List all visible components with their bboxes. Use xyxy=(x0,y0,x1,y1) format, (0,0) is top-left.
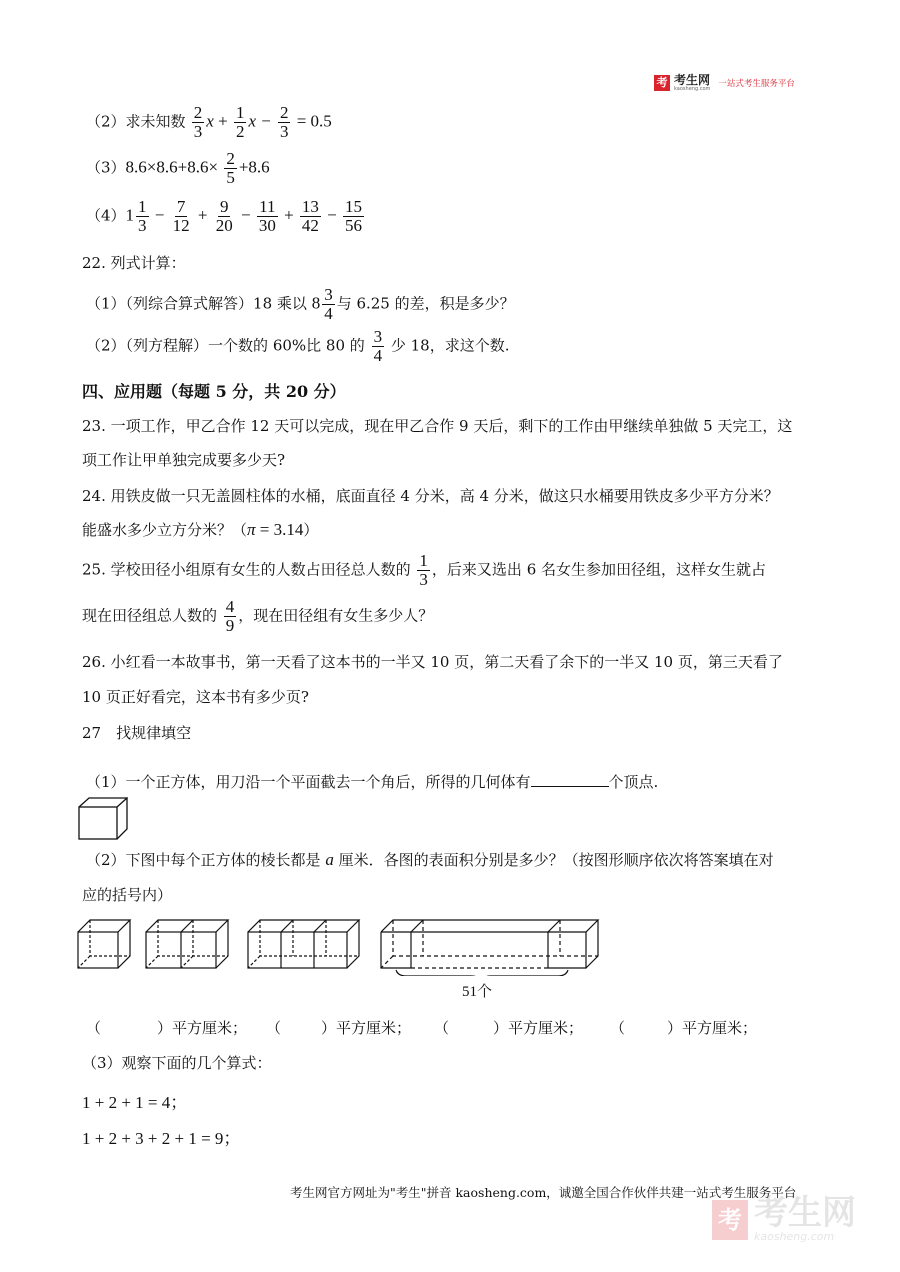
mixed-whole: 8 xyxy=(311,293,321,313)
logo-name: 考生网 xyxy=(674,73,711,87)
q21-part4 xyxy=(86,198,366,235)
q22-part2 xyxy=(86,328,509,365)
q21-part3 xyxy=(86,150,270,187)
q27-part3: （3）观察下面的几个算式： xyxy=(82,1054,272,1072)
q23-line2: 项工作让甲单独完成要多少天? xyxy=(82,451,286,469)
expr-part: +8.6 xyxy=(238,157,270,177)
paren: （ xyxy=(266,1019,282,1037)
cube-row-1 xyxy=(78,920,130,968)
paren-unit: ）平方厘米； xyxy=(493,1019,584,1037)
fraction xyxy=(257,198,278,235)
brace xyxy=(396,970,568,976)
fraction-den: 4 xyxy=(324,303,333,323)
q21-p3-label: （3） xyxy=(86,158,126,177)
watermark-domain: kaosheng.com xyxy=(754,1230,835,1243)
q24-text: ） xyxy=(303,521,319,539)
fraction xyxy=(417,552,430,589)
section-title: 四、应用题（每题 5 分，共 20 分） xyxy=(82,382,346,401)
answer-2[interactable] xyxy=(266,1017,411,1038)
answer-1[interactable] xyxy=(86,1017,247,1038)
fraction-num: 1 xyxy=(235,103,245,122)
fraction xyxy=(300,198,321,235)
fraction-den: 42 xyxy=(301,215,319,235)
operator: − xyxy=(327,205,337,225)
fraction-den: 12 xyxy=(172,215,190,235)
fraction xyxy=(278,104,291,141)
logo-mark-icon: 考 xyxy=(654,75,670,91)
fraction-den: 3 xyxy=(193,121,203,141)
paren: （ xyxy=(434,1019,450,1037)
fraction-num: 2 xyxy=(226,149,235,168)
operator: + xyxy=(218,111,228,131)
q22-p2-text: 少 18，求这个数. xyxy=(390,336,510,355)
paren: （ xyxy=(610,1019,626,1037)
pi-symbol: π xyxy=(247,520,256,539)
expr-part: 8.6×8.6+8.6× xyxy=(125,157,219,177)
fraction-num: 1 xyxy=(138,197,147,216)
q21-p4-label: （4） xyxy=(86,206,126,225)
cube-row-3 xyxy=(248,920,359,968)
q24-line2 xyxy=(82,519,318,540)
fraction-num: 4 xyxy=(225,597,235,616)
operator: − xyxy=(240,205,251,225)
fraction-num: 2 xyxy=(279,103,289,122)
fraction xyxy=(234,104,247,141)
var-x: x xyxy=(206,111,214,131)
fraction xyxy=(214,198,235,235)
q27-part2-line1 xyxy=(86,849,774,870)
paren: （ xyxy=(86,1019,102,1037)
fraction-den: 5 xyxy=(226,167,235,187)
operator: + xyxy=(284,205,294,225)
watermark-mark-icon: 考 xyxy=(712,1200,748,1240)
logo-domain: kaosheng.com xyxy=(674,86,711,92)
operator: − xyxy=(154,205,165,225)
cube-row-51 xyxy=(381,920,598,968)
fraction-den: 3 xyxy=(138,215,147,235)
fraction-den: 2 xyxy=(235,121,245,141)
count-label: 51个 xyxy=(462,984,493,1000)
q25-line1 xyxy=(82,552,766,589)
fraction-den: 9 xyxy=(225,615,235,635)
q26-line1: 26. 小红看一本故事书，第一天看了这本书的一半又 10 页，第二天看了余下的一半又 10 页，第三天看了 xyxy=(82,653,783,671)
fraction-num: 7 xyxy=(176,197,186,216)
paren-unit: ）平方厘米； xyxy=(321,1019,412,1037)
fraction-den: 3 xyxy=(279,121,289,141)
equation-result: = 0.5 xyxy=(296,111,332,131)
paren-unit: ）平方厘米； xyxy=(157,1019,248,1037)
operator: + xyxy=(197,205,208,225)
fraction-den: 3 xyxy=(419,569,428,589)
fraction-num: 15 xyxy=(345,197,363,216)
fraction-den: 56 xyxy=(345,215,363,235)
watermark-logo xyxy=(712,1193,856,1243)
cube-row-2 xyxy=(146,920,228,968)
equation-2: 1 + 2 + 3 + 2 + 1 = 9； xyxy=(82,1129,241,1148)
fraction-num: 3 xyxy=(373,327,383,346)
q25-line2 xyxy=(82,598,433,635)
fraction-num: 1 xyxy=(419,551,428,570)
pi-value: = 3.14 xyxy=(255,520,304,539)
q27-p2-text: （2）下图中每个正方体的棱长都是 xyxy=(86,851,321,869)
cube-figure xyxy=(78,797,128,841)
fraction xyxy=(343,198,364,235)
q22-title: 22. 列式计算： xyxy=(82,254,186,272)
fraction-den: 20 xyxy=(215,215,233,235)
fraction-num: 11 xyxy=(259,197,276,216)
fraction xyxy=(224,598,237,635)
equation-1: 1 + 2 + 1 = 4； xyxy=(82,1093,188,1112)
header-logo xyxy=(654,74,795,92)
q27-p1-text: （1）一个正方体，用刀沿一个平面截去一个角后，所得的几何体有 xyxy=(86,773,531,791)
fraction-den: 30 xyxy=(258,215,276,235)
mixed-whole: 1 xyxy=(125,205,135,225)
q25-text: 25. 学校田径小组原有女生的人数占田径总人数的 xyxy=(82,560,411,579)
fraction-num: 9 xyxy=(219,197,229,216)
footer-text: 考生网官方网址为"考生"拼音 kaosheng.com，诚邀全国合作伙伴共建一站式考生服务平台 xyxy=(290,1185,797,1200)
fraction-num: 3 xyxy=(324,285,333,304)
q25-text: 现在田径组总人数的 xyxy=(82,606,218,625)
q23-line1: 23. 一项工作，甲乙合作 12 天可以完成，现在甲乙合作 9 天后，剩下的工作由甲继续单独做 5 天完工，这 xyxy=(82,417,793,435)
var-x-minus: x − xyxy=(248,111,272,131)
fraction-num: 13 xyxy=(301,197,319,216)
q22-part1 xyxy=(86,286,515,323)
q21-p2-label: （2）求未知数 xyxy=(86,112,186,131)
q27-title: 27 找规律填空 xyxy=(82,724,192,742)
fraction xyxy=(322,286,335,323)
q25-text: ，现在田径组有女生多少人？ xyxy=(238,606,434,625)
q25-text: ，后来又选出 6 名女生参加田径组，这样女生就占 xyxy=(431,560,767,579)
q27-p1-text: 个顶点. xyxy=(608,773,659,791)
cube-rows-figure xyxy=(76,914,606,976)
fraction-den: 4 xyxy=(373,345,383,365)
fraction xyxy=(192,104,205,141)
q21-part2 xyxy=(86,104,332,141)
q22-p2-text: （2）（列方程解）一个数的 60%比 80 的 xyxy=(86,336,365,355)
q27-part1 xyxy=(86,771,658,792)
q27-part2-line2: 应的括号内） xyxy=(82,886,173,904)
fraction-num: 2 xyxy=(193,103,203,122)
var-a: a xyxy=(325,850,334,869)
q22-p1-text: 与 6.25 的差，积是多少？ xyxy=(336,294,515,313)
fraction xyxy=(136,198,149,235)
q24-text: 能盛水多少立方分米？（ xyxy=(82,521,248,539)
header-slogan: 一站式考生服务平台 xyxy=(718,79,795,89)
watermark-name: 考生网 xyxy=(754,1193,856,1233)
q22-p1-text: （1）（列综合算式解答）18 乘以 xyxy=(86,294,307,313)
fraction xyxy=(372,328,385,365)
answer-3[interactable] xyxy=(434,1017,583,1038)
answer-4[interactable] xyxy=(610,1017,757,1038)
fraction xyxy=(224,150,237,187)
q26-line2: 10 页正好看完，这本书有多少页? xyxy=(82,688,309,706)
q27-p2-text: 厘米．各图的表面积分别是多少？（按图形顺序依次将答案填在对 xyxy=(338,851,774,869)
fraction xyxy=(171,198,192,235)
answer-blank[interactable] xyxy=(531,772,609,787)
paren-unit: ）平方厘米； xyxy=(667,1019,758,1037)
q24-line1: 24. 用铁皮做一只无盖圆柱体的水桶，底面直径 4 分米，高 4 分米，做这只水桶要用铁皮多少平方分米？ xyxy=(82,487,779,505)
